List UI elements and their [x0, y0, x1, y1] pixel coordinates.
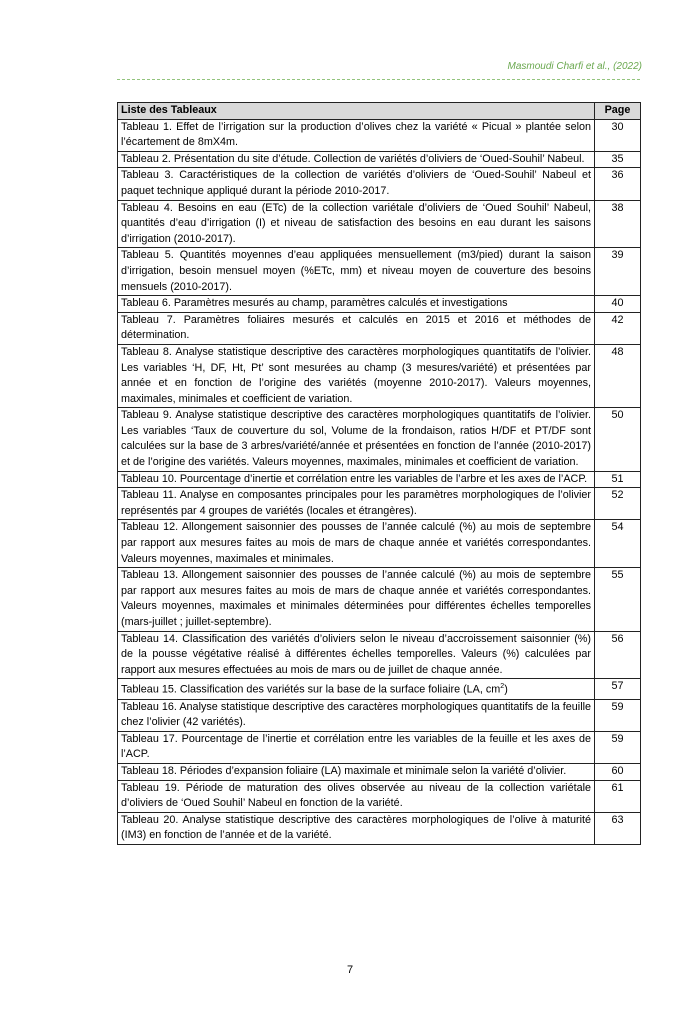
table-row: [118, 471, 641, 488]
table-entry-page: 55: [595, 568, 641, 631]
table-entry-page: 40: [595, 296, 641, 313]
table-entry-title: [118, 344, 595, 407]
table-entry-title: [118, 296, 595, 313]
table-row: [118, 151, 641, 168]
table-row: [118, 296, 641, 313]
entry-title-text: Tableau 12. Allongement saisonnier des pousses de l’année calculé (%) au mois de septembre par rapport aux mesures faites au mois de mars de chaque année et variétés correspondantes. Valeurs moyennes, maximales et minimales.: [121, 521, 591, 565]
table-entry-page: 54: [595, 520, 641, 568]
table-entry-title: [118, 731, 595, 763]
table-entry-title: [118, 520, 595, 568]
table-entry-page: 56: [595, 631, 641, 679]
table-row: [118, 168, 641, 200]
entry-title-text: Tableau 3. Caractéristiques de la collection de variétés d’oliviers de ‘Oued-Souhil’ Nabeul et paquet technique appliqué durant la période 2010-2017.: [121, 169, 591, 197]
table-entry-title: [118, 699, 595, 731]
table-entry-page: 38: [595, 200, 641, 248]
table-entry-title: [118, 488, 595, 520]
entry-title-text: Tableau 10. Pourcentage d’inertie et corrélation entre les variables de l’arbre et les axes de l’ACP.: [121, 472, 588, 485]
table-row: [118, 200, 641, 248]
table-entry-page: 61: [595, 780, 641, 812]
entry-title-text: Tableau 4. Besoins en eau (ETc) de la collection variétale d’oliviers de ‘Oued Souhil’ Nabeul, quantités d’eau d’irrigation (I) et niveau de satisfaction des besoins en eau durant les saisons d’irrigation (2010-2017).: [121, 201, 591, 245]
table-row: [118, 679, 641, 699]
header-divider: [117, 79, 640, 80]
table-row: [118, 520, 641, 568]
table-entry-page: 52: [595, 488, 641, 520]
table-entry-title: [118, 763, 595, 780]
table-row: [118, 731, 641, 763]
table-row: [118, 568, 641, 631]
table-entry-title: [118, 780, 595, 812]
table-entry-title: [118, 471, 595, 488]
entry-title-text: Tableau 8. Analyse statistique descriptive des caractères morphologiques quantitatifs de l’olivier. Les variables ‘H, DF, Ht, Pt’ sont mesurées au champ (3 mesures/variété) et présentées par année et en fonction de l’origine des variétés (moyenne 2010-2017). Valeurs moyennes, maximales, minimales et coefficient de variation.: [121, 345, 591, 405]
table-entry-page: 59: [595, 731, 641, 763]
table-entry-title: [118, 631, 595, 679]
table-entry-title: [118, 408, 595, 471]
table-row: [118, 488, 641, 520]
entry-title-text: Tableau 2. Présentation du site d’étude. Collection de variétés d’oliviers de ‘Oued-Souhil’ Nabeul.: [121, 152, 585, 165]
table-header-row: [118, 103, 641, 120]
entry-title-text: Tableau 15. Classification des variétés sur la base de la surface foliaire (LA, cm: [121, 683, 501, 696]
table-row: [118, 119, 641, 151]
table-entry-title: [118, 312, 595, 344]
table-entry-page: 39: [595, 248, 641, 296]
table-entry-page: 42: [595, 312, 641, 344]
table-row: [118, 780, 641, 812]
entry-title-text: Tableau 16. Analyse statistique descriptive des caractères morphologiques quantitatifs de la feuille chez l’olivier (42 variétés).: [121, 700, 591, 729]
entry-title-text: Tableau 18. Périodes d’expansion foliaire (LA) maximale et minimale selon la variété d’olivier.: [121, 764, 567, 777]
list-of-tables: [117, 102, 641, 845]
entry-title-text: Tableau 7. Paramètres foliaires mesurés et calculés en 2015 et 2016 et méthodes de détermination.: [121, 313, 591, 342]
table-row: [118, 248, 641, 296]
table-entry-title: [118, 151, 595, 168]
entry-title-end: ): [504, 683, 508, 696]
running-header-citation: Masmoudi Charfi et al., (2022): [507, 61, 642, 72]
table-entry-page: 30: [595, 119, 641, 151]
entry-title-text: Tableau 13. Allongement saisonnier des pousses de l’année calculé (%) au mois de septembre par rapport aux mesures faites au mois de mars de chaque année et variétés correspondantes. Valeurs moyennes, maximales et minimales déterminées pour différentes échelles temporelles (mars-juillet ; juillet-septembre).: [121, 569, 591, 628]
table-entry-page: 48: [595, 344, 641, 407]
entry-title-text: Tableau 1. Effet de l’irrigation sur la production d’olives chez la variété « Picual » plantée selon l’écartement de 8mX4m.: [121, 120, 591, 149]
table-entry-page: 35: [595, 151, 641, 168]
table-entry-title: [118, 200, 595, 248]
table-entry-page: 63: [595, 812, 641, 844]
column-header-title: Liste des Tableaux: [118, 103, 595, 120]
table-entry-title: [118, 679, 595, 699]
entry-title-text: Tableau 6. Paramètres mesurés au champ, paramètres calculés et investigations: [121, 297, 508, 310]
table-entry-title: [118, 168, 595, 200]
table-row: [118, 812, 641, 844]
table-entry-page: 50: [595, 408, 641, 471]
table-entry-page: 57: [595, 679, 641, 699]
entry-title-text: Tableau 19. Période de maturation des olives observée au niveau de la collection variétale d’oliviers de ‘Oued Souhil’ Nabeul en fonction de la variété.: [121, 781, 591, 810]
table-entry-title: [118, 248, 595, 296]
table-row: [118, 763, 641, 780]
superscript: 2: [500, 683, 505, 691]
table-entry-title: [118, 812, 595, 844]
table-row: [118, 631, 641, 679]
table-row: [118, 699, 641, 731]
table-entry-page: 59: [595, 699, 641, 731]
table-entry-title: [118, 568, 595, 631]
entry-title-text: Tableau 17. Pourcentage de l’inertie et corrélation entre les variables de la feuille et les axes de l’ACP.: [121, 732, 591, 761]
table-entry-page: 36: [595, 168, 641, 200]
entry-title-text: Tableau 20. Analyse statistique descriptive des caractères morphologiques de l’olive à maturité (IM3) en fonction de l’année et de la variété.: [121, 813, 591, 842]
table-row: [118, 344, 641, 407]
table-row: [118, 312, 641, 344]
table-entry-title: [118, 119, 595, 151]
entry-title-text: Tableau 5. Quantités moyennes d’eau appliquées mensuellement (m3/pied) durant la saison d’irrigation, besoin mensuel moyen (%ETc, mm) et niveau moyen de couverture des besoins mensuels (2010-2017).: [121, 249, 591, 293]
table-row: [118, 408, 641, 471]
column-header-page: Page: [595, 103, 641, 120]
table-entry-page: 51: [595, 471, 641, 488]
entry-title-text: Tableau 14. Classification des variétés d’oliviers selon le niveau d’accroissement saisonnier (%) de la pousse végétative réalisé à différentes échelles temporelles. Valeurs (%) calculées par rapport aux mesures effectuées au mois de mars ou de juillet de chaque année.: [121, 632, 591, 676]
entry-title-text: Tableau 11. Analyse en composantes principales pour les paramètres morphologiques de l’olivier représentés par 4 groupes de variétés (locales et étrangères).: [121, 489, 591, 517]
page-number: 7: [346, 964, 354, 976]
entry-title-text: Tableau 9. Analyse statistique descriptive des caractères morphologiques quantitatifs de l’olivier. Les variables ‘Taux de couverture du sol, Volume de la frondaison, ratios H/DF et PT/DF sont calculées sur la base de 3 arbres/variété/année et présentées en fonction de l’année (2010-2017) et de l’origine des variétés. Valeurs moyennes, maximales, minimales et coefficient de variation.: [121, 409, 591, 469]
table-entry-page: 60: [595, 763, 641, 780]
